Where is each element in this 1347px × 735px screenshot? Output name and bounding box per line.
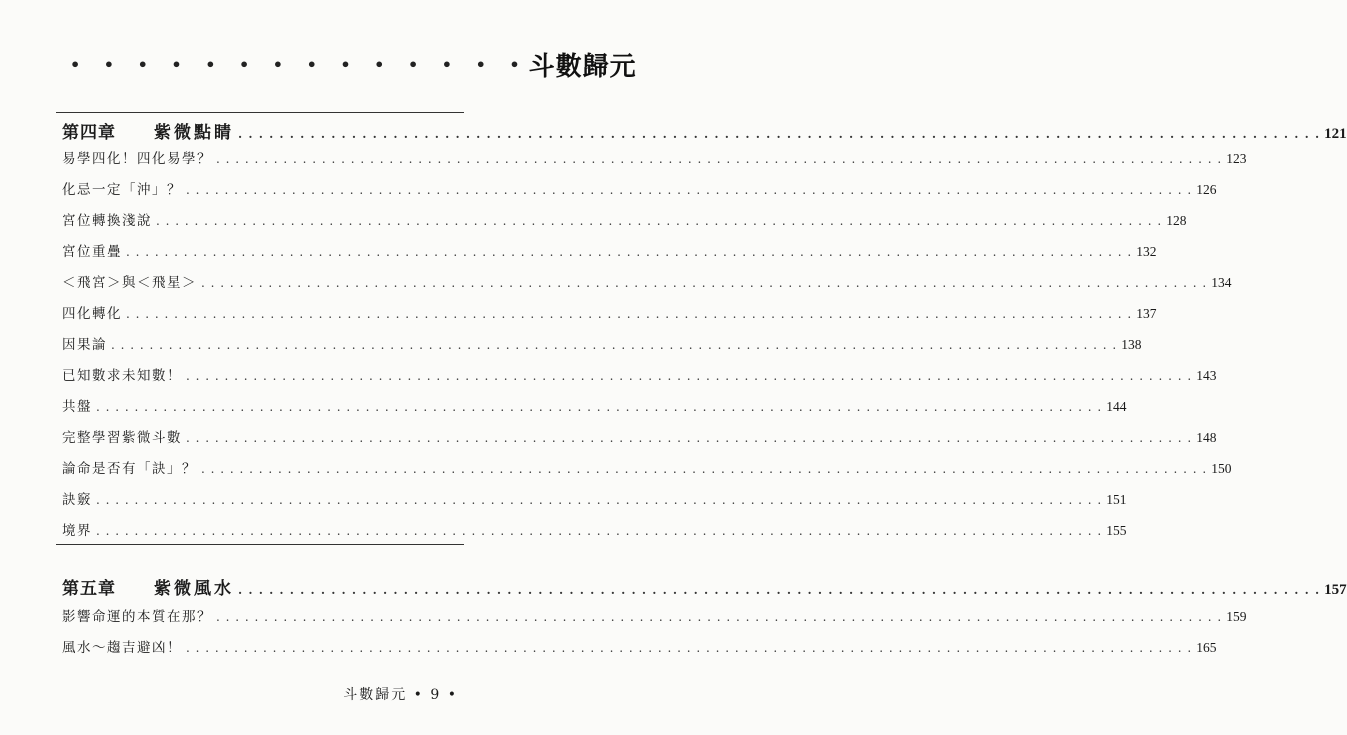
entry-title: 四化轉化 bbox=[62, 306, 122, 322]
dot-leader bbox=[216, 152, 1222, 166]
entry-title: 宮位重疊 bbox=[62, 244, 122, 260]
toc-entry[interactable] bbox=[62, 271, 1232, 302]
chapter-title: 紫微風水 bbox=[154, 579, 234, 599]
page-number: 123 bbox=[1226, 151, 1247, 166]
dot-leader bbox=[126, 245, 1132, 259]
toc-entry[interactable] bbox=[62, 364, 1217, 395]
chapter-heading-row[interactable] bbox=[62, 574, 1347, 599]
page-footer: 斗數歸元 • 9 • bbox=[343, 687, 458, 703]
dot-leader bbox=[96, 400, 1102, 414]
chapter-heading-row[interactable] bbox=[62, 118, 1347, 143]
page-number: 143 bbox=[1196, 368, 1217, 383]
entry-title: 因果論 bbox=[62, 337, 107, 353]
toc-entry[interactable] bbox=[62, 302, 1157, 333]
entry-title: 論命是否有「訣」？ bbox=[62, 461, 197, 477]
dot-leader bbox=[238, 127, 1320, 141]
chapter-divider-rule bbox=[56, 544, 464, 545]
toc-entry[interactable] bbox=[62, 333, 1142, 364]
page-number: 150 bbox=[1211, 461, 1232, 476]
toc-chapter-4-entries bbox=[62, 147, 1247, 550]
dot-leader bbox=[186, 369, 1192, 383]
toc-entry[interactable] bbox=[62, 209, 1187, 240]
page-number: 155 bbox=[1106, 523, 1127, 538]
toc-chapter-5 bbox=[62, 574, 1347, 599]
running-header bbox=[70, 44, 637, 84]
entry-title: ＜飛宮＞與＜飛星＞ bbox=[62, 275, 197, 291]
page-number: 157 bbox=[1324, 582, 1347, 598]
page-number: 137 bbox=[1136, 306, 1157, 321]
toc-entry[interactable] bbox=[62, 147, 1247, 178]
toc-entry[interactable] bbox=[62, 457, 1232, 488]
entry-title: 共盤 bbox=[62, 399, 92, 415]
dot-leader bbox=[111, 338, 1117, 352]
chapter-divider-rule bbox=[56, 112, 464, 113]
dot-leader bbox=[156, 214, 1162, 228]
entry-title: 宮位轉換淺說 bbox=[62, 213, 152, 229]
entry-title: 化忌一定「沖」？ bbox=[62, 182, 182, 198]
dot-leader bbox=[216, 610, 1222, 624]
toc-entry[interactable] bbox=[62, 178, 1217, 209]
page-number: 138 bbox=[1121, 337, 1142, 352]
page-number: 121 bbox=[1324, 126, 1347, 142]
header-book-title: 斗數歸元 bbox=[528, 51, 637, 82]
toc-chapter-4 bbox=[62, 118, 1347, 143]
dot-leader bbox=[126, 307, 1132, 321]
entry-title: 已知數求未知數！ bbox=[62, 368, 182, 384]
page-number: 159 bbox=[1226, 609, 1247, 624]
toc-entry[interactable] bbox=[62, 395, 1127, 426]
dot-leader bbox=[186, 431, 1192, 445]
toc-entry[interactable] bbox=[62, 636, 1217, 667]
toc-entry[interactable] bbox=[62, 488, 1127, 519]
page-number: 151 bbox=[1106, 492, 1127, 507]
page-number: 148 bbox=[1196, 430, 1217, 445]
chapter-number: 第四章 bbox=[62, 123, 116, 143]
dot-leader bbox=[238, 583, 1320, 597]
entry-title: 訣竅 bbox=[62, 492, 92, 508]
page-number: 144 bbox=[1106, 399, 1127, 414]
entry-title: 風水～趨吉避凶！ bbox=[62, 640, 182, 656]
page-number: 126 bbox=[1196, 182, 1217, 197]
dot-leader bbox=[186, 641, 1192, 655]
page-number: 165 bbox=[1196, 640, 1217, 655]
dot-leader bbox=[186, 183, 1192, 197]
page-number: 132 bbox=[1136, 244, 1157, 259]
header-dot-leader: • • • • • • • • • • • • • • bbox=[70, 54, 529, 74]
entry-title: 影響命運的本質在那？ bbox=[62, 609, 212, 625]
entry-title: 境界 bbox=[62, 523, 92, 539]
page-number: 128 bbox=[1166, 213, 1187, 228]
toc-entry[interactable] bbox=[62, 605, 1247, 636]
dot-leader bbox=[96, 524, 1102, 538]
toc-entry[interactable] bbox=[62, 426, 1217, 457]
chapter-title: 紫微點睛 bbox=[154, 123, 234, 143]
chapter-number: 第五章 bbox=[62, 579, 116, 599]
dot-leader bbox=[201, 276, 1207, 290]
entry-title: 完整學習紫微斗數 bbox=[62, 430, 182, 446]
page-number: 134 bbox=[1211, 275, 1232, 290]
toc-entry[interactable] bbox=[62, 240, 1157, 271]
toc-chapter-5-entries bbox=[62, 605, 1247, 667]
dot-leader bbox=[201, 462, 1207, 476]
entry-title: 易學四化！四化易學？ bbox=[62, 151, 212, 167]
dot-leader bbox=[96, 493, 1102, 507]
toc-entry[interactable] bbox=[62, 519, 1127, 550]
